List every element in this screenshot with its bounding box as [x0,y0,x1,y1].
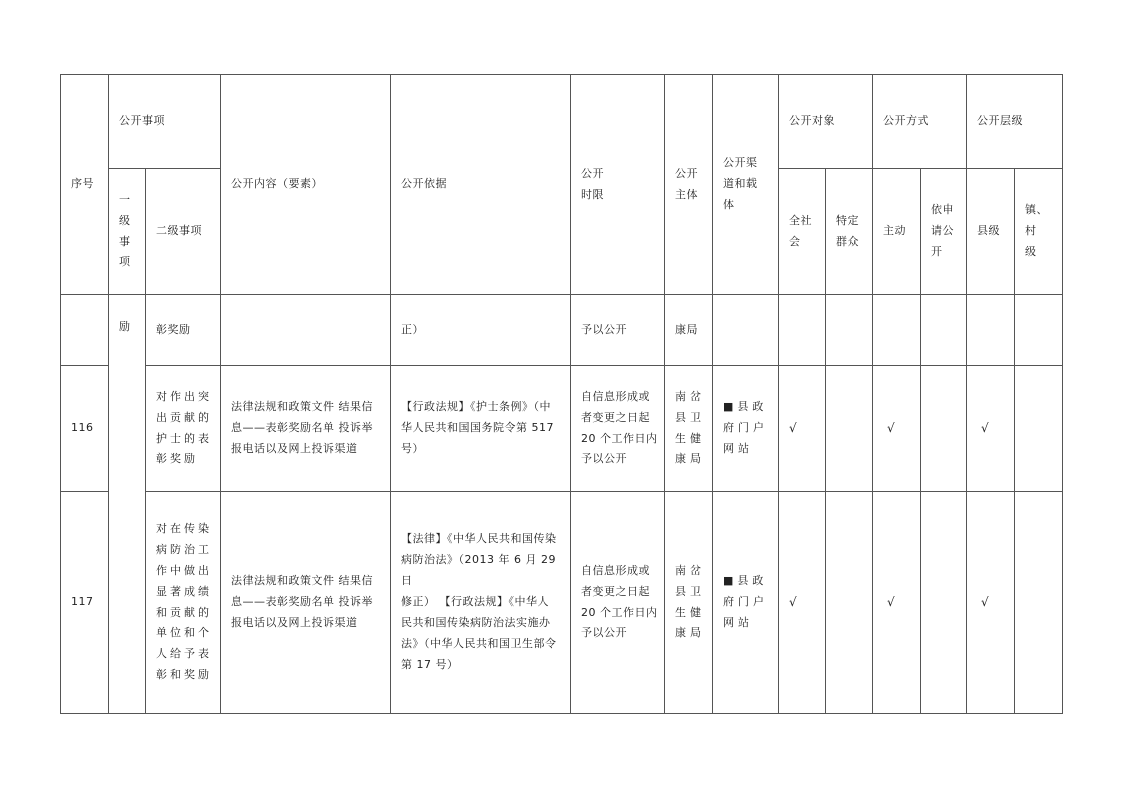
row-basis: 正） [391,295,571,366]
row-subject: 南岔 县卫 生健 康局 [665,366,713,492]
row-level2: 对在传染 病防治工 作中做出 显著成绩 和贡献的 单位和个 人给予表 彰和奖励 [146,492,221,714]
header-method-active: 主动 [873,169,921,295]
row-level2: 对作出突 出贡献的 护士的表 彰奖励 [146,366,221,492]
header-method: 公开方式 [873,75,967,169]
header-level1: 一 级 事 项 [109,169,146,295]
header-level2: 二级事项 [146,169,221,295]
header-seq: 序号 [61,75,109,295]
row-channel [713,295,779,366]
header-level: 公开层级 [967,75,1063,169]
row-level-town [1015,295,1063,366]
header-object-all: 全社 会 [779,169,826,295]
row-seq: 117 [61,492,109,714]
row-level-town [1015,366,1063,492]
row-time-limit: 自信息形成或 者变更之日起 20 个工作日内 予以公开 [571,366,665,492]
disclosure-table [60,74,1063,714]
row-content: 法律法规和政策文件 结果信 息——表彰奖励名单 投诉举 报电话以及网上投诉渠道 [221,366,391,492]
header-content: 公开内容（要素） [221,75,391,295]
row-content [221,295,391,366]
table-row [61,295,1063,366]
row-object-specific [826,492,873,714]
row-time-limit: 自信息形成或 者变更之日起 20 个工作日内 予以公开 [571,492,665,714]
header-matters: 公开事项 [109,75,221,169]
row-method-request [921,492,967,714]
row-object-specific [826,295,873,366]
row-object-all: √ [779,366,826,492]
row-channel: ■县政 府门户 网站 [713,366,779,492]
table-row [61,492,1063,714]
header-object-specific: 特定 群众 [826,169,873,295]
row-time-limit: 予以公开 [571,295,665,366]
row-seq: 116 [61,366,109,492]
row-channel: ■县政 府门户 网站 [713,492,779,714]
header-level-town: 镇、 村 级 [1015,169,1063,295]
row-object-all [779,295,826,366]
row-level1: 励 [109,295,146,714]
row-method-request [921,295,967,366]
header-channel: 公开渠 道和载 体 [713,75,779,295]
row-level2: 彰奖励 [146,295,221,366]
row-level-county [967,295,1015,366]
row-object-all: √ [779,492,826,714]
row-method-active: √ [873,366,921,492]
row-basis: 【法律】《中华人民共和国传染 病防治法》（2013 年 6 月 29 日 修正） 【行政法规】《中华人 民共和国传染病防治法实施办 法》（中华人民共和国卫生部令 第 17 号） [391,492,571,714]
table-row [61,366,1063,492]
row-method-request [921,366,967,492]
header-object: 公开对象 [779,75,873,169]
row-basis: 【行政法规】《护士条例》（中 华人民共和国国务院令第 517 号） [391,366,571,492]
header-time-limit: 公开 时限 [571,75,665,295]
header-level-county: 县级 [967,169,1015,295]
row-content: 法律法规和政策文件 结果信 息——表彰奖励名单 投诉举 报电话以及网上投诉渠道 [221,492,391,714]
row-level-county: √ [967,366,1015,492]
row-method-active [873,295,921,366]
header-basis: 公开依据 [391,75,571,295]
header-subject: 公开 主体 [665,75,713,295]
row-seq [61,295,109,366]
row-level-town [1015,492,1063,714]
row-object-specific [826,366,873,492]
header-method-request: 依申 请公 开 [921,169,967,295]
row-subject: 康局 [665,295,713,366]
row-subject: 南岔 县卫 生健 康局 [665,492,713,714]
row-level-county: √ [967,492,1015,714]
row-method-active: √ [873,492,921,714]
